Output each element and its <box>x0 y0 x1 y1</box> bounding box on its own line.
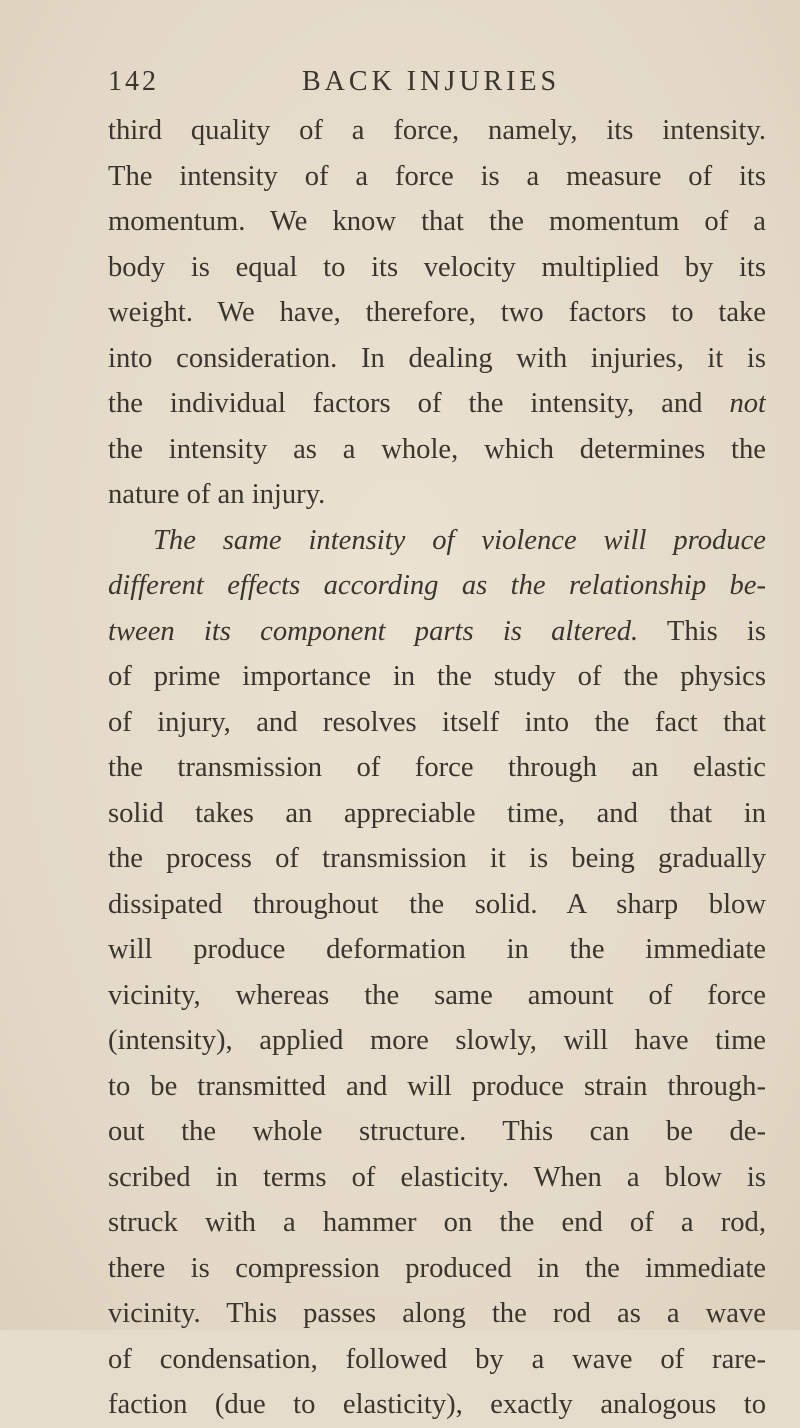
text-line: the transmission of force through an elastic <box>108 752 766 783</box>
text-line: into consideration. In dealing with injuries, it is <box>108 342 766 374</box>
emphasis-text: tween its component parts is altered. <box>108 615 639 647</box>
text-run: the individual factors of the intensity, and <box>108 388 730 419</box>
text-line: scribed in terms of elasticity. When a blow is <box>108 1161 766 1193</box>
text-line: vicinity. This passes along the rod as a wave <box>108 1298 766 1329</box>
text-line: (intensity), applied more slowly, will have time <box>108 1025 766 1056</box>
text-line: different effects according as the relationship be- <box>108 570 766 601</box>
text-line <box>108 381 766 427</box>
text-line: there is compression produced in the immediate <box>108 1252 766 1284</box>
text-line: nature of an injury. <box>108 479 326 510</box>
text-line: solid takes an appreciable time, and that in <box>108 797 766 829</box>
text-line: struck with a hammer on the end of a rod, <box>108 1207 766 1238</box>
running-head <box>108 66 628 106</box>
page-number: 142 <box>108 66 159 97</box>
text-line: will produce deformation in the immediate <box>108 934 766 965</box>
running-title: BACK INJURIES <box>302 66 561 97</box>
text-line: vicinity, whereas the same amount of force <box>108 979 766 1011</box>
text-line <box>108 609 766 655</box>
text-line: of condensation, followed by a wave of rare- <box>108 1343 766 1375</box>
text-line: faction (due to elasticity), exactly analogous to <box>108 1389 766 1420</box>
body-text <box>108 108 766 1428</box>
text-line: The intensity of a force is a measure of its <box>108 160 766 192</box>
text-line: of injury, and resolves itself into the fact that <box>108 706 766 738</box>
text-line: momentum. We know that the momentum of a <box>108 206 766 237</box>
emphasis-text: not <box>729 388 766 419</box>
text-line: the process of transmission it is being gradually <box>108 843 766 874</box>
text-line: dissipated throughout the solid. A sharp blow <box>108 888 766 920</box>
text-line: out the whole structure. This can be de- <box>108 1116 766 1147</box>
text-run: This is <box>638 615 766 647</box>
text-line: weight. We have, therefore, two factors to take <box>108 297 766 328</box>
text-line: third quality of a force, namely, its intensity. <box>108 115 766 146</box>
text-line: to be transmitted and will produce strain through- <box>108 1070 766 1102</box>
text-line: body is equal to its velocity multiplied by its <box>108 251 766 283</box>
text-line: the intensity as a whole, which determines the <box>108 433 766 465</box>
text-line: of prime importance in the study of the physics <box>108 661 766 692</box>
text-line: The same intensity of violence will produce <box>153 524 766 556</box>
